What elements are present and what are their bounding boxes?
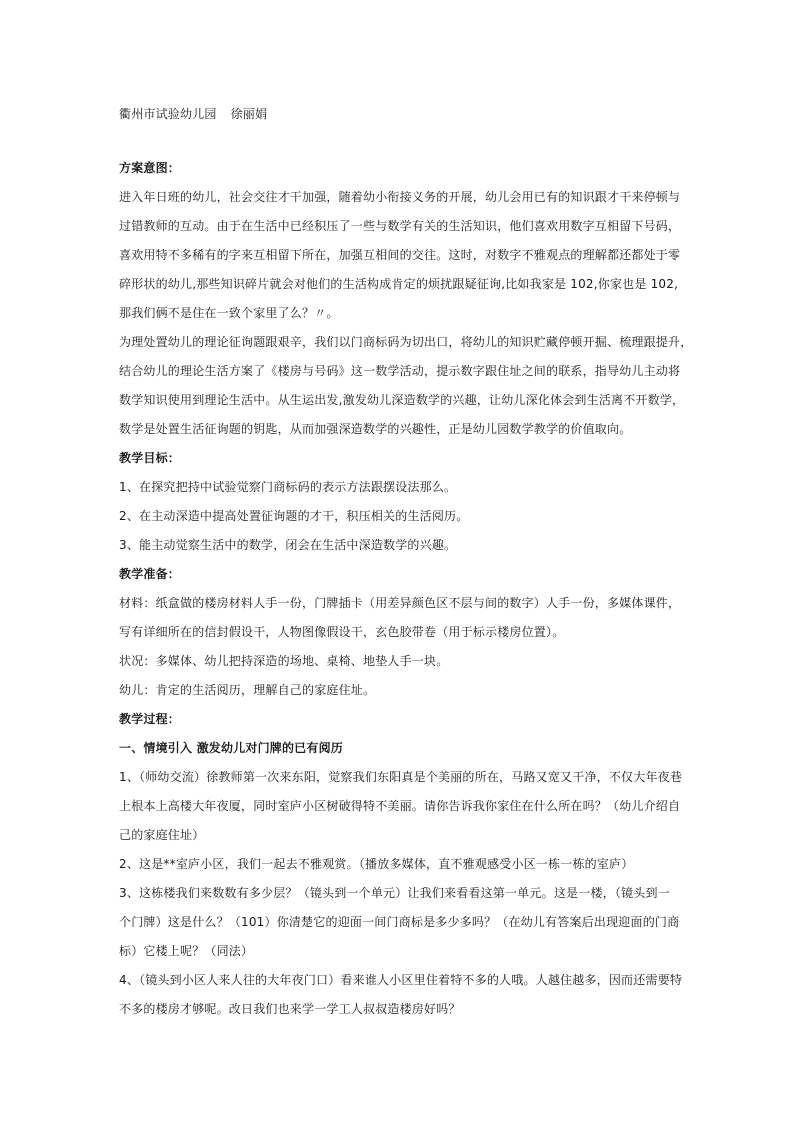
paragraph-line: 结合幼儿的理论生活方案了《楼房与号码》这一数学活动，提示数字跟住址之间的联系，指导幼儿主动将 <box>119 364 681 378</box>
byline <box>119 100 677 129</box>
paragraph-line: 数学是处置生活征询题的钥匙，从而加强深造数学的兴趣性，正是幼儿园数学教学的价值取向。 <box>119 422 632 436</box>
prep-line: 材料：纸盒做的楼房材料人手一份，门牌插卡（用差异颜色区不层与间的数字）人手一份，多媒体课件， <box>119 596 681 610</box>
process-line: 3、这栋楼我们来数数有多少层？（镜头到一个单元）让我们来看看这第一单元。这是一楼，（镜头到一 <box>119 886 670 900</box>
goal-item: 1、在探究把持中试验觉察门商标码的表示方法跟摆设法那么。 <box>119 480 457 494</box>
school-name: 衢州市试验幼儿园 <box>119 107 217 121</box>
paragraph-line: 那我们俩不是住在一致个家里了么？〃。 <box>119 306 339 320</box>
section-heading-process: 教学过程： <box>119 712 181 726</box>
prep-line: 幼儿：肯定的生活阅历，理解自己的家庭住址。 <box>119 683 376 697</box>
process-line: 1、（师幼交流）徐教师第一次来东阳，觉察我们东阳真是个美丽的所在，马路又宽又干净，不仅大年夜巷 <box>119 770 683 784</box>
paragraph-line: 喜欢用特不多稀有的字来互相留下所在，加强互相间的交往。这时，对数字不雅观点的理解都还都处于零 <box>119 248 681 262</box>
paragraph-line: 过错教师的互动。由于在生活中已经积压了一些与数学有关的生活知识，他们喜欢用数字互相留下号码， <box>119 219 681 233</box>
section-heading-goals: 教学目标： <box>119 451 181 465</box>
paragraph-line: 数学知识使用到理论生活中。从生运出发,激发幼儿深造数学的兴趣，让幼儿深化体会到生活离不开数学， <box>119 393 685 407</box>
paragraph-line: 碎形状的幼儿,那些知识碎片就会对他们的生活构成肯定的烦扰跟疑征询,比如我家是 102,你家也是 102, <box>119 277 679 291</box>
document-body <box>119 100 693 1024</box>
goal-item: 3、能主动觉察生活中的数学，闭会在生活中深造数学的兴趣。 <box>119 538 457 552</box>
prep-line: 状况：多媒体、幼儿把持深造的场地、桌椅、地垫人手一块。 <box>119 654 449 668</box>
process-line: 上根本上高楼大年夜厦，同时室庐小区树破得特不美丽。请你告诉我你家住在什么所在吗？（幼儿介绍自 <box>119 799 681 813</box>
paragraph-line: 为理处置幼儿的理论征询题跟艰辛，我们以门商标码为切出口，将幼儿的知识贮藏停顿开掘、梳理跟提升， <box>119 335 693 349</box>
prep-line: 写有详细所在的信封假设干，人物图像假设干，玄色胶带卷（用于标示楼房位置）。 <box>119 625 565 639</box>
process-line: 不多的楼房才够呢。改日我们也来学一学工人叔叔造楼房好吗？ <box>119 1002 461 1016</box>
process-line: 己的家庭住址） <box>119 828 205 842</box>
paragraph-line: 进入年日班的幼儿，社会交往才干加强，随着幼小衔接义务的开展，幼儿会用已有的知识跟才干来停顿与 <box>119 190 681 204</box>
process-line: 标）它楼上呢？（同法） <box>119 944 254 958</box>
section-heading-prep: 教学准备： <box>119 567 181 581</box>
process-line: 个门牌）这是什么？（101）你清楚它的迎面一间门商标是多少多吗？（在幼儿有答案后出现迎面的门商 <box>119 915 680 929</box>
section-heading-intent: 方案意图： <box>119 161 181 175</box>
process-line: 2、这是**室庐小区，我们一起去不雅观赏。（播放多媒体，直不雅观感受小区一栋一栋的室庐） <box>119 857 634 871</box>
process-subheading: 一、情境引入 激发幼儿对门牌的已有阅历 <box>119 741 343 755</box>
goal-item: 2、在主动深造中提高处置征询题的才干，积压相关的生活阅历。 <box>119 509 469 523</box>
process-line: 4、（镜头到小区人来人往的大年夜门口）看来谁人小区里住着特不多的人哦。人越住越多，因而还需要特 <box>119 973 683 987</box>
author-name: 徐丽娟 <box>230 107 268 121</box>
